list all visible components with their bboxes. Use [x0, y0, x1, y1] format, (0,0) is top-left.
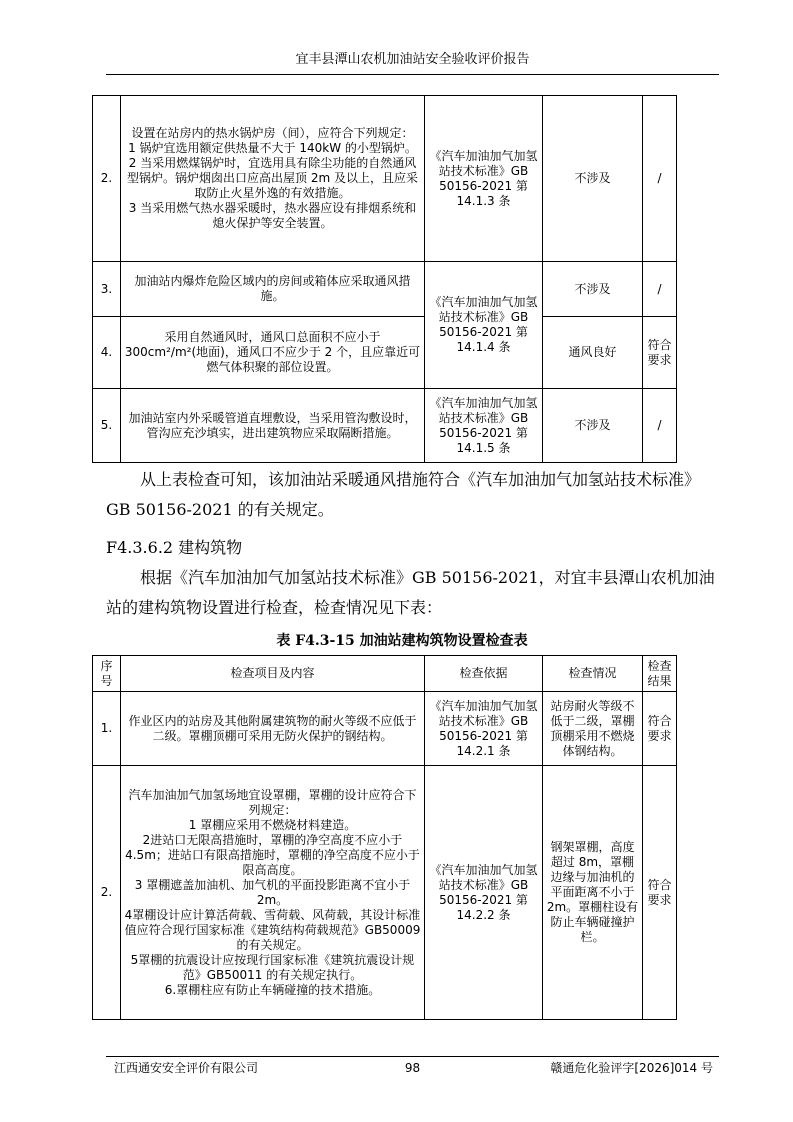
row-no: 4.: [93, 317, 121, 389]
item-line: 2 当采用燃煤锅炉时，宜选用具有除尘功能的自然通风型锅炉。锅炉烟囱出口应高出屋顶 2m 及以上，且应采取防止火星外逸的有效措施。: [127, 156, 418, 200]
row-check: 站房耐火等级不低于二级，罩棚顶棚采用不燃烧体钢结构。: [543, 692, 643, 766]
footer-company: 江西通安安全评价有限公司: [114, 1061, 259, 1075]
item-line: 1 罩棚应采用不燃烧材料建造。: [188, 817, 357, 832]
item-line: 加油站室内外采暖管道直埋敷设，当采用管沟敷设时，管沟应充沙填实，进出建筑物应采取隔断措施。: [128, 410, 417, 440]
row-item: [121, 317, 425, 389]
row-result: 符合要求: [643, 317, 677, 389]
row-result: 符合要求: [643, 692, 677, 766]
row-result: /: [643, 96, 677, 262]
item-line: 2进站口无限高措施时，罩棚的净空高度不应小于 4.5m；进站口有限高措施时，罩棚的净空高度不应小于限高高度。: [125, 832, 420, 877]
row-basis: 《汽车加油加气加氢站技术标准》GB 50156-2021 第 14.1.4 条: [425, 262, 543, 389]
row-item: [121, 692, 425, 766]
item-line: 6.罩棚柱应有防止车辆碰撞的技术措施。: [164, 982, 381, 997]
row-no: 1.: [93, 692, 121, 766]
row-no: 3.: [93, 262, 121, 317]
intro-paragraph: 根据《汽车加油加气加氢站技术标准》GB 50156-2021，对宜丰县潭山农机加油站的建构筑物设置进行检查，检查情况见下表：: [106, 568, 715, 617]
row-basis: 《汽车加油加气加氢站技术标准》GB 50156-2021 第 14.2.2 条: [425, 766, 543, 1020]
table-row: [93, 389, 677, 463]
header-check: 检查情况: [543, 656, 643, 692]
item-line: 3 当采用燃气热水器采暖时，热水器应设有排烟系统和熄火保护等安全装置。: [128, 201, 417, 230]
row-check: 钢架罩棚，高度超过 8m，罩棚边缘与加油机的平面距离不小于 2m。罩棚柱设有防止车辆碰撞护栏。: [543, 766, 643, 1020]
table-row: [93, 766, 677, 1020]
row-basis: 《汽车加油加气加氢站技术标准》GB 50156-2021 第 14.1.5 条: [425, 389, 543, 463]
footer-page-number: 98: [404, 1061, 421, 1075]
row-no: 2.: [93, 766, 121, 1020]
item-line: 4罩棚设计应计算活荷载、雪荷载、风荷载，其设计标准值应符合现行国家标准《建筑结构荷载规范》GB50009 的有关规定。: [124, 907, 421, 952]
row-check: 通风良好: [543, 317, 643, 389]
table-row: [93, 317, 677, 389]
item-line: 采用自然通风时，通风口总面积不应小于 300cm²/m²(地面)，通风口不应少于 2 个，且应靠近可燃气体积聚的部位设置。: [124, 330, 421, 374]
item-line: 5罩棚的抗震设计应按现行国家标准《建筑抗震设计规范》GB50011 的有关规定执行。: [130, 952, 415, 982]
page-header: [106, 50, 719, 75]
footer-doc-number: 赣通危化验评字[2026]014 号: [550, 1061, 713, 1075]
row-item: [121, 766, 425, 1020]
row-result: /: [643, 262, 677, 317]
building-check-table: [92, 655, 677, 1020]
row-no: 5.: [93, 389, 121, 463]
row-item: [121, 96, 425, 262]
conclusion-paragraph: 从上表检查可知，该加油站采暖通风措施符合《汽车加油加气加氢站技术标准》GB 50156-2021 的有关规定。: [106, 470, 701, 519]
header-result: 检查结果: [643, 656, 677, 692]
table-caption: 表 F4.3-15 加油站建构筑物设置检查表: [276, 633, 528, 649]
section-heading: F4.3.6.2 建构筑物: [106, 538, 243, 557]
row-basis: 《汽车加油加气加氢站技术标准》GB 50156-2021 第 14.2.1 条: [425, 692, 543, 766]
header-title: 宜丰县潭山农机加油站安全验收评价报告: [295, 52, 530, 67]
item-line: 设置在站房内的热水锅炉房（间），应符合下列规定：: [131, 126, 414, 140]
header-no: 序号: [93, 656, 121, 692]
header-basis: 检查依据: [425, 656, 543, 692]
row-check: 不涉及: [543, 96, 643, 262]
table-header-row: [93, 656, 677, 692]
table-row: [93, 692, 677, 766]
row-item: [121, 262, 425, 317]
row-no: 2.: [93, 96, 121, 262]
row-result: /: [643, 389, 677, 463]
row-item: [121, 389, 425, 463]
header-item: 检查项目及内容: [121, 656, 425, 692]
row-check: 不涉及: [543, 389, 643, 463]
row-check: 不涉及: [543, 262, 643, 317]
item-line: 作业区内的站房及其他附属建筑物的耐火等级不应低于二级。罩棚顶棚可采用无防火保护的钢结构。: [128, 713, 417, 743]
item-line: 汽车加油加气加氢场地宜设罩棚，罩棚的设计应符合下列规定：: [128, 787, 417, 817]
table-row: [93, 96, 677, 262]
item-line: 3 罩棚遮盖加油机、加气机的平面投影距离不宜小于 2m。: [134, 877, 411, 907]
row-result: 符合要求: [643, 766, 677, 1020]
item-line: 1 锅炉宜选用额定供热量不大于 140kW 的小型锅炉。: [128, 141, 417, 155]
row-basis: 《汽车加油加气加氢站技术标准》GB 50156-2021 第 14.1.3 条: [425, 96, 543, 262]
table-row: [93, 262, 677, 317]
page-footer: [106, 1056, 719, 1079]
item-line: 加油站内爆炸危险区域内的房间或箱体应采取通风措施。: [134, 274, 411, 303]
ventilation-check-table: [92, 95, 677, 463]
